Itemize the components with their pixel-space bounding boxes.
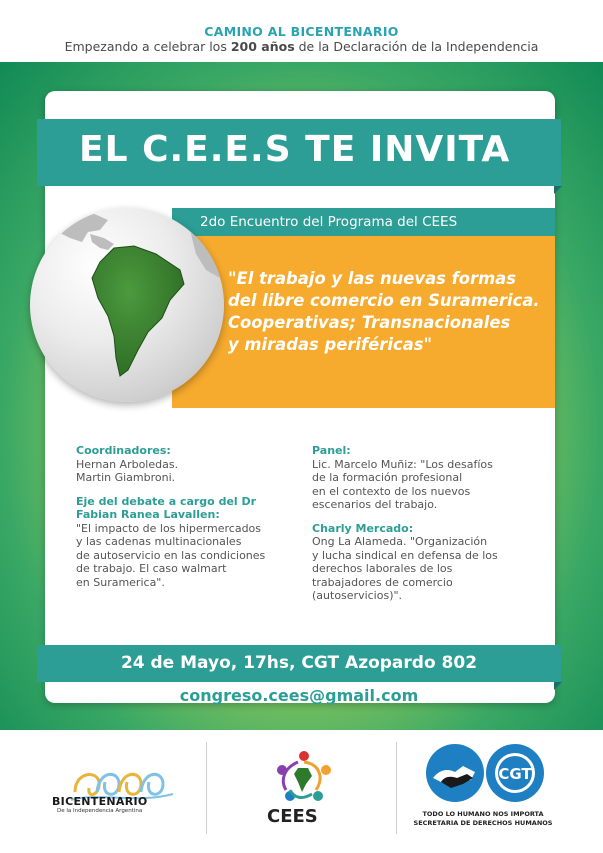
header-subtitle-bold: 200 años — [230, 39, 295, 54]
central-america-shape — [90, 234, 114, 250]
invite-title: EL C.E.E.S TE INVITA — [79, 129, 511, 170]
header-kicker: CAMINO AL BICENTENARIO — [204, 24, 399, 39]
debate-line: de trabajo. El caso walmart — [76, 562, 227, 575]
panel-line: en el contexto de los nuevos — [312, 484, 471, 498]
africa-edge-shape — [190, 230, 220, 278]
charly-line: Ong La Alameda. "Organización — [312, 535, 488, 548]
south-america-shape — [92, 246, 184, 376]
footer-divider — [206, 742, 207, 834]
charly-block — [312, 522, 522, 603]
header-subtitle-post: de la Declaración de la Independencia — [294, 39, 539, 54]
panel-line: escenarios del trabajo. — [312, 498, 438, 511]
quote-line: y miradas periféricas" — [228, 335, 433, 354]
charly-line: trabajadores de comercio — [312, 575, 453, 589]
cgt-center-text: CGT — [498, 765, 532, 783]
charly-line: (autoservicios)". — [312, 589, 403, 602]
footer-divider — [396, 742, 397, 834]
charly-line: y lucha sindical en defensa de los — [312, 548, 498, 562]
cees-logo — [272, 748, 336, 806]
debate-line: y las cadenas multinacionales — [76, 535, 242, 548]
panel-heading: Panel: — [312, 444, 351, 457]
globe-south-america-icon — [30, 208, 224, 402]
header-subtitle-pre: Empezando a celebrar los — [64, 39, 231, 54]
invite-banner-fold — [554, 186, 562, 194]
globe-map-svg — [30, 208, 224, 402]
quote-line: "El trabajo y las nuevas formas — [228, 269, 516, 288]
debate-line: en Suramerica". — [76, 575, 165, 589]
bicentenario-title: BICENTENARIO — [52, 795, 148, 808]
panel-block — [312, 444, 522, 512]
right-column — [312, 444, 522, 613]
debate-heading-line: Fabian Ranea Lavallen: — [76, 508, 220, 521]
panel-line: de la formación profesional — [312, 471, 463, 484]
header-subtitle — [0, 39, 603, 54]
cgt-slogan: TODO LO HUMANO NOS IMPORTA — [422, 810, 544, 818]
charly-line: derechos laborales de los — [312, 562, 453, 575]
debate-heading-line: Eje del debate a cargo del Dr — [76, 494, 257, 508]
quote-line: Cooperativas; Transnacionales — [228, 313, 511, 332]
debate-line: "El impacto de los hipermercados — [76, 521, 262, 535]
coordinators-block — [76, 444, 291, 485]
cgt-secretaria: SECRETARIA DE DERECHOS HUMANOS — [413, 819, 553, 827]
cees-label: CEES — [267, 806, 318, 827]
coordinator-name: Hernan Arboledas. — [76, 457, 179, 471]
bicentenario-subtitle: De la Independencia Argentina — [57, 808, 143, 814]
quote-text — [228, 268, 553, 356]
cgt-logo — [423, 742, 549, 804]
charly-heading: Charly Mercado: — [312, 521, 414, 535]
panel-line: Lic. Marcelo Muñiz: "Los desafíos — [312, 457, 493, 471]
coordinators-heading: Coordinadores: — [76, 444, 171, 457]
top-header — [0, 0, 603, 62]
debate-block — [76, 495, 291, 590]
coordinator-name: Martin Giambroni. — [76, 471, 176, 484]
event-title: 2do Encuentro del Programa del CEES — [200, 214, 458, 230]
quote-line: del libre comercio en Suramerica. — [228, 291, 540, 310]
event-date-place: 24 de Mayo, 17hs, CGT Azopardo 802 — [120, 653, 478, 673]
debate-line: de autoservicio en las condiciones — [76, 548, 266, 562]
left-column — [76, 444, 291, 599]
contact-email-link[interactable]: congreso.cees@gmail.com — [179, 686, 419, 705]
